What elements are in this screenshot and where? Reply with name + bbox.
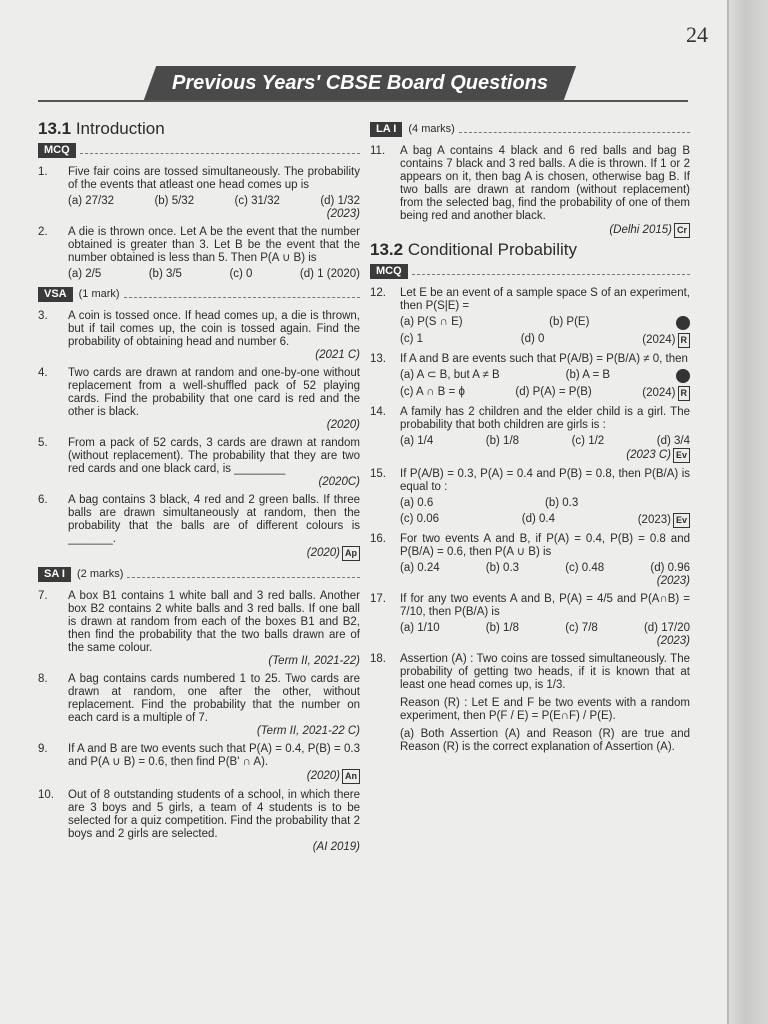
question-7 xyxy=(38,590,360,668)
question-number: 7. xyxy=(38,590,48,602)
options xyxy=(400,369,690,383)
skill-badge: Cr xyxy=(674,223,690,238)
question-number: 5. xyxy=(38,437,48,449)
option-b: (b) 1/8 xyxy=(485,435,520,447)
question-text: If A and B are two events such that P(A) = 0.4, P(B) = 0.3 and P(A ∪ B) = 0.6, then find P(B' ∩ A). xyxy=(68,743,360,768)
question-18 xyxy=(370,653,690,754)
question-source: (AI 2019) xyxy=(312,841,360,853)
option-c: (c) 7/8 xyxy=(565,622,598,634)
section-number: 13.1 xyxy=(38,119,72,138)
question-source: (2024) xyxy=(642,334,676,346)
question-2 xyxy=(38,226,360,281)
vsa-header xyxy=(38,287,360,302)
question-text: A bag contains 3 black, 4 red and 2 green balls. If three balls are drawn simultaneously at random, then the probability that the balls are of different colours is _______. xyxy=(68,494,360,545)
question-10 xyxy=(38,789,360,854)
question-8 xyxy=(38,673,360,738)
skill-badge: An xyxy=(342,769,360,784)
question-number: 3. xyxy=(38,310,48,322)
option-c: (c) 0.48 xyxy=(565,562,605,574)
sa-tag: SA I xyxy=(38,567,71,582)
section-title: Conditional Probability xyxy=(407,240,577,259)
question-5 xyxy=(38,437,360,489)
option-a: (a) 1/4 xyxy=(400,435,434,447)
question-9 xyxy=(38,743,360,784)
option-a: (a) 1/10 xyxy=(400,622,440,634)
question-source: (Delhi 2015) xyxy=(609,224,672,236)
assertion-text: Assertion (A) : Two coins are tossed simultaneously. The probability of getting two heads, if it is known that at least one head comes up, is 1/3. xyxy=(400,653,690,691)
question-number: 6. xyxy=(38,494,48,506)
question-text: Out of 8 outstanding students of a school, in which there are 3 boys and 5 girls, a team of 4 students is to be selected for a quiz competition. Find the probability that 2 boys and 2 girls are selected. xyxy=(68,789,360,840)
options xyxy=(400,497,690,510)
skill-badge: Ev xyxy=(673,448,690,463)
tag-rule xyxy=(459,126,690,133)
option-b: (b) P(E) xyxy=(549,316,590,328)
question-number: 10. xyxy=(38,789,54,801)
mcq-tag: MCQ xyxy=(370,264,408,279)
question-source: (2023) xyxy=(656,635,690,647)
question-text: For two events A and B, if P(A) = 0.4, P(B) = 0.8 and P(B/A) = 0.6, then P(A ∪ B) is xyxy=(400,533,690,558)
option-c: (c) 0.06 xyxy=(400,513,439,525)
marks-note: (2 marks) xyxy=(77,568,124,580)
question-source: (2023) xyxy=(326,208,360,220)
options xyxy=(400,513,690,528)
question-text: A die is thrown once. Let A be the event that the number obtained is greater than 3. Let B be the event that the number obtained is less than 5. Then P(A ∪ B) is xyxy=(68,226,360,264)
question-number: 2. xyxy=(38,226,48,238)
option-a: (a) A ⊂ B, but A ≠ B xyxy=(400,369,500,381)
options xyxy=(400,333,690,348)
question-text: A family has 2 children and the elder child is a girl. The probability that both children are girls is : xyxy=(400,406,690,431)
question-number: 13. xyxy=(370,353,386,365)
question-16 xyxy=(370,533,690,588)
right-column xyxy=(370,118,690,759)
skill-badge: R xyxy=(678,386,691,401)
video-icon xyxy=(676,369,690,383)
question-number: 14. xyxy=(370,406,386,418)
section-title: Introduction xyxy=(75,119,165,138)
options xyxy=(400,386,690,401)
question-source: (2021 C) xyxy=(315,349,360,361)
option-c: (c) 1/2 xyxy=(571,435,605,447)
option-b: (b) 5/32 xyxy=(154,195,195,207)
question-15 xyxy=(370,468,690,528)
question-text: If A and B are events such that P(A/B) = P(B/A) ≠ 0, then xyxy=(400,353,688,365)
la-header xyxy=(370,122,690,137)
option-d: (d) 0.96 xyxy=(650,562,690,574)
question-number: 11. xyxy=(370,145,386,157)
options xyxy=(400,622,690,635)
question-number: 17. xyxy=(370,593,386,605)
tag-rule xyxy=(80,147,360,154)
banner-title: Previous Years' CBSE Board Questions xyxy=(172,72,548,94)
option-c: (c) 1 xyxy=(400,333,423,345)
option-a: (a) 2/5 xyxy=(68,268,102,280)
question-number: 15. xyxy=(370,468,386,480)
question-number: 18. xyxy=(370,653,386,665)
question-source: (2020) xyxy=(326,419,360,431)
question-text: If P(A/B) = 0.3, P(A) = 0.4 and P(B) = 0.8, then P(B/A) is equal to : xyxy=(400,468,690,493)
option-c: (c) 0 xyxy=(229,268,253,280)
skill-badge: Ev xyxy=(673,513,690,528)
option-a: (a) P(S ∩ E) xyxy=(400,316,463,328)
option-d: (d) 17/20 xyxy=(643,622,690,634)
question-source: (Term II, 2021-22) xyxy=(268,655,360,667)
question-14 xyxy=(370,406,690,463)
option-a: (a) Both Assertion (A) and Reason (R) are true and Reason (R) is the correct explanation of Assertion (A). xyxy=(400,728,690,753)
question-4 xyxy=(38,367,360,432)
skill-badge: R xyxy=(678,333,691,348)
question-text: From a pack of 52 cards, 3 cards are drawn at random (without replacement). The probability that they are two red cards and one black card, is ________ xyxy=(68,437,360,475)
question-number: 1. xyxy=(38,166,48,178)
question-number: 4. xyxy=(38,367,48,379)
mcq-header xyxy=(370,264,690,279)
option-d: (d) 0 xyxy=(520,333,545,345)
options xyxy=(68,195,360,208)
option-c: (c) A ∩ B = ϕ xyxy=(400,386,465,398)
skill-badge: Ap xyxy=(342,546,360,561)
option-d: (d) 1 (2020) xyxy=(299,268,360,280)
option-b: (b) 3/5 xyxy=(148,268,182,280)
mcq-header xyxy=(38,143,360,158)
question-text: Two cards are drawn at random and one-by-one without replacement from a well-shuffled pack of 52 playing cards. Find the probability that one card is red and the other is black. xyxy=(68,367,360,418)
question-text: If for any two events A and B, P(A) = 4/5 and P(A∩B) = 7/10, then P(B/A) is xyxy=(400,593,690,618)
options xyxy=(400,562,690,575)
options xyxy=(400,316,690,330)
question-source: (2020) xyxy=(306,770,340,782)
question-source: (2020) xyxy=(306,547,340,559)
option-b: (b) 0.3 xyxy=(545,497,579,509)
option-a: (a) 0.24 xyxy=(400,562,440,574)
page-number: 24 xyxy=(686,22,708,47)
option-d: (d) 3/4 xyxy=(656,435,690,447)
option-d: (d) P(A) = P(B) xyxy=(515,386,592,398)
question-11 xyxy=(370,145,690,238)
section-heading-introduction xyxy=(38,119,360,138)
question-3 xyxy=(38,310,360,362)
question-source: (2023 C) xyxy=(626,449,671,461)
option-a: (a) 27/32 xyxy=(68,195,115,207)
marks-note: (1 mark) xyxy=(78,288,120,300)
mcq-tag: MCQ xyxy=(38,143,76,158)
question-17 xyxy=(370,593,690,648)
question-text: Five fair coins are tossed simultaneously. The probability of the events that atleast one head comes up is xyxy=(68,166,360,191)
sa-header xyxy=(38,567,360,582)
question-text: A box B1 contains 1 white ball and 3 red balls. Another box B2 contains 2 white balls and 3 red balls. If one ball is drawn at random from each of the boxes B1 and B2, then find the probability that the two balls drawn are of the same colour. xyxy=(68,590,360,654)
question-text: A bag A contains 4 black and 6 red balls and bag B contains 7 black and 3 red balls. A die is thrown. If 1 or 2 appears on it, then bag A is chosen, otherwise bag B. If two balls are drawn at random (without replacement) from the selected bag, find the probability of one of them being red and another black. xyxy=(400,145,690,222)
question-number: 9. xyxy=(38,743,48,755)
section-number: 13.2 xyxy=(370,240,404,259)
question-source: (2023) xyxy=(637,514,671,526)
question-number: 12. xyxy=(370,287,386,299)
option-a: (a) 0.6 xyxy=(400,497,434,509)
options xyxy=(68,268,360,281)
tag-rule xyxy=(127,571,360,578)
reason-text: Reason (R) : Let E and F be two events with a random experiment, then P(F / E) = P(E∩F) / P(E). xyxy=(400,697,690,722)
option-d: (d) 1/32 xyxy=(320,195,360,207)
option-b: (b) 0.3 xyxy=(485,562,520,574)
question-number: 16. xyxy=(370,533,386,545)
question-text: A coin is tossed once. If head comes up, a die is thrown, but if tail comes up, the coin is tossed again. Find the probability of obtaining head and number 6. xyxy=(68,310,360,348)
option-c: (c) 31/32 xyxy=(234,195,280,207)
question-number: 8. xyxy=(38,673,48,685)
question-source: (2024) xyxy=(642,387,676,399)
banner-rule xyxy=(38,100,688,102)
video-icon xyxy=(676,316,690,330)
question-12 xyxy=(370,287,690,348)
question-text: Let E be an event of a sample space S of an experiment, then P(S|E) = xyxy=(400,287,690,312)
question-text: A bag contains cards numbered 1 to 25. Two cards are drawn at random, one after the other, without replacement. Find the probability that the number on each card is a multiple of 7. xyxy=(68,673,360,724)
marks-note: (4 marks) xyxy=(408,123,455,135)
options xyxy=(400,435,690,448)
la-tag: LA I xyxy=(370,122,402,137)
question-source: (Term II, 2021-22 C) xyxy=(256,725,360,737)
question-source: (2020C) xyxy=(318,476,360,488)
question-1 xyxy=(38,166,360,221)
left-column xyxy=(38,118,360,859)
question-6 xyxy=(38,494,360,561)
question-13 xyxy=(370,353,690,401)
option-d: (d) 0.4 xyxy=(521,513,555,525)
option-b: (b) A = B xyxy=(565,369,611,381)
tag-rule xyxy=(124,291,360,298)
vsa-tag: VSA xyxy=(38,287,73,302)
page-binding-edge xyxy=(727,0,768,1024)
question-source: (2023) xyxy=(656,575,690,587)
section-heading-conditional-probability xyxy=(370,240,690,259)
tag-rule xyxy=(412,268,690,275)
option-b: (b) 1/8 xyxy=(485,622,520,634)
